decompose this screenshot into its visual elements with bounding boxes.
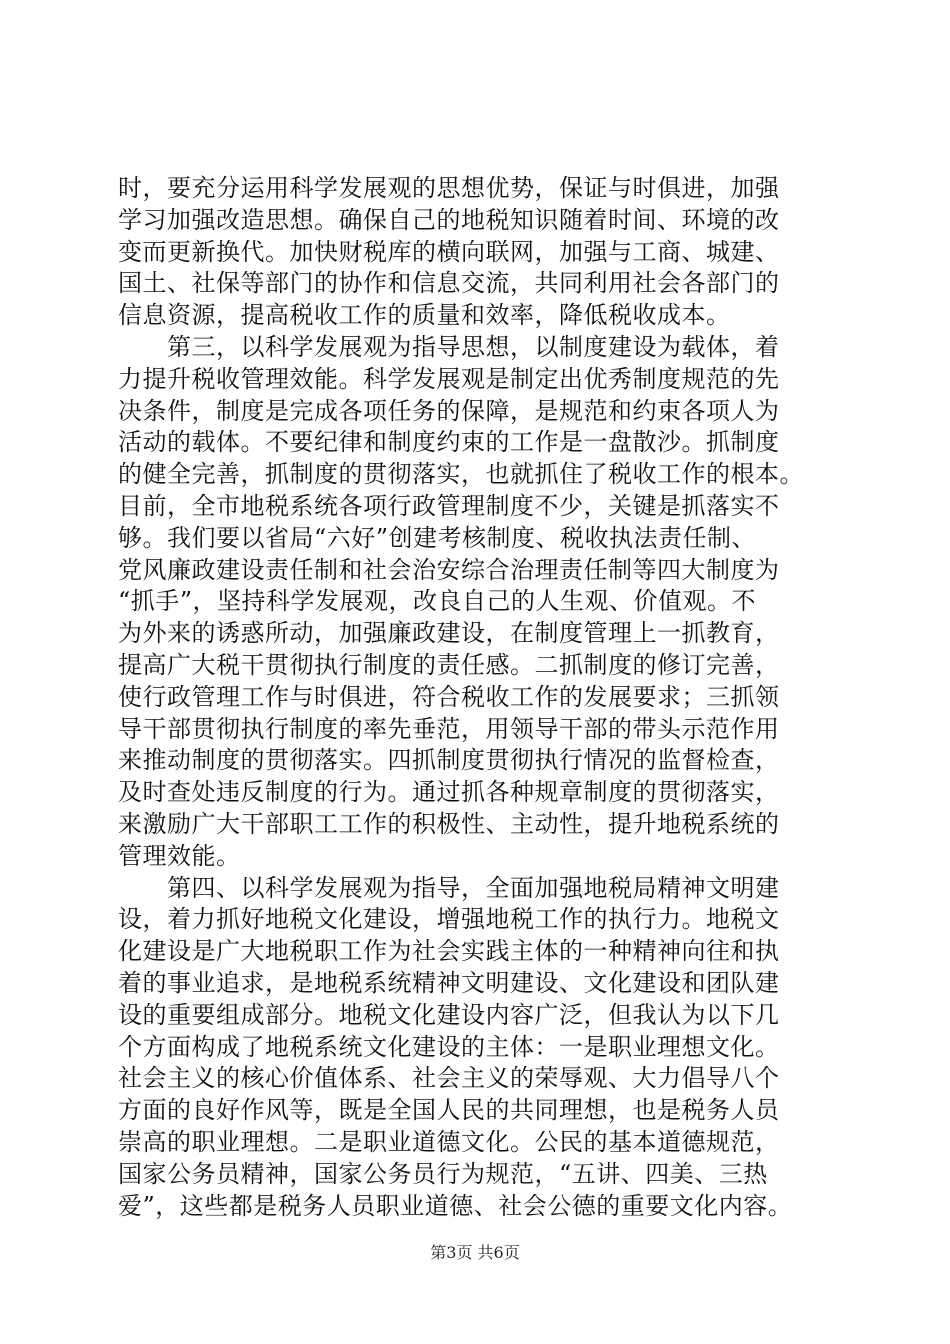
text-line: 个方面构成了地税系统文化建设的主体：一是职业理想文化。 [118,1032,780,1061]
text-line: 力提升税收管理效能。科学发展观是制定出优秀制度规范的先 [118,364,780,393]
text-line: 爱”，这些都是税务人员职业道德、社会公德的重要文化内容。 [118,1191,793,1220]
text-line: 时，要充分运用科学发展观的思想优势，保证与时俱进，加强 [118,174,780,202]
page-number-footer: 第3页 共6页 [430,1243,520,1262]
text-line: 活动的载体。不要纪律和制度约束的工作是一盘散沙。抓制度 [118,428,780,457]
text-line: 党风廉政建设责任制和社会治安综合治理责任制等四大制度为 [118,555,780,584]
text-line: 崇高的职业理想。二是职业道德文化。公民的基本道德规范， [118,1127,780,1156]
text-line: 国家公务员精神，国家公务员行为规范，“五讲、四美、三热 [118,1159,768,1188]
text-line: 够。我们要以省局“六好”创建考核制度、税收执法责任制、 [118,523,757,552]
text-line: 国土、社保等部门的协作和信息交流，共同利用社会各部门的 [118,269,780,298]
text-line: 目前，全市地税系统各项行政管理制度不少，关键是抓落实不 [118,491,780,520]
body-text [118,173,838,1222]
text-line: 为外来的诱惑所动，加强廉政建设，在制度管理上一抓教育， [118,619,780,648]
text-line: 化建设是广大地税职工作为社会实践主体的一种精神向往和执 [118,937,780,966]
text-line: 提高广大税干贯彻执行制度的责任感。二抓制度的修订完善， [118,650,780,679]
text-line: 信息资源，提高税收工作的质量和效率，降低税收成本。 [118,301,731,330]
text-line: 来推动制度的贯彻落实。四抓制度贯彻执行情况的监督检查， [118,746,780,775]
text-line: 社会主义的核心价值体系、社会主义的荣辱观、大力倡导八个 [118,1064,780,1093]
text-line: 着的事业追求，是地税系统精神文明建设、文化建设和团队建 [118,968,780,997]
text-line: 第四、以科学发展观为指导，全面加强地税局精神文明建 [118,873,780,902]
text-line: 管理效能。 [118,841,241,870]
text-line: 方面的良好作风等，既是全国人民的共同理想，也是税务人员 [118,1096,780,1125]
text-line: 使行政管理工作与时俱进，符合税收工作的发展要求；三抓领 [118,682,780,711]
text-line: 来激励广大干部职工工作的积极性、主动性，提升地税系统的 [118,809,780,838]
text-line: 决条件，制度是完成各项任务的保障，是规范和约束各项人为 [118,396,780,425]
text-line: 学习加强改造思想。确保自己的地税知识随着时间、环境的改 [118,205,780,234]
text-line: 设的重要组成部分。地税文化建设内容广泛，但我认为以下几 [118,1000,780,1029]
text-line: 的健全完善，抓制度的贯彻落实，也就抓住了税收工作的根本。 [118,460,804,489]
text-line: 变而更新换代。加快财税库的横向联网，加强与工商、城建、 [118,237,780,266]
text-line: “抓手”，坚持科学发展观，改良自己的人生观、价值观。不 [118,587,757,616]
text-line: 设，着力抓好地税文化建设，增强地税工作的执行力。地税文 [118,905,780,934]
text-line: 第三，以科学发展观为指导思想，以制度建设为载体，着 [118,332,780,361]
text-line: 导干部贯彻执行制度的率先垂范，用领导干部的带头示范作用 [118,714,780,743]
text-line: 及时查处违反制度的行为。通过抓各种规章制度的贯彻落实， [118,778,780,807]
